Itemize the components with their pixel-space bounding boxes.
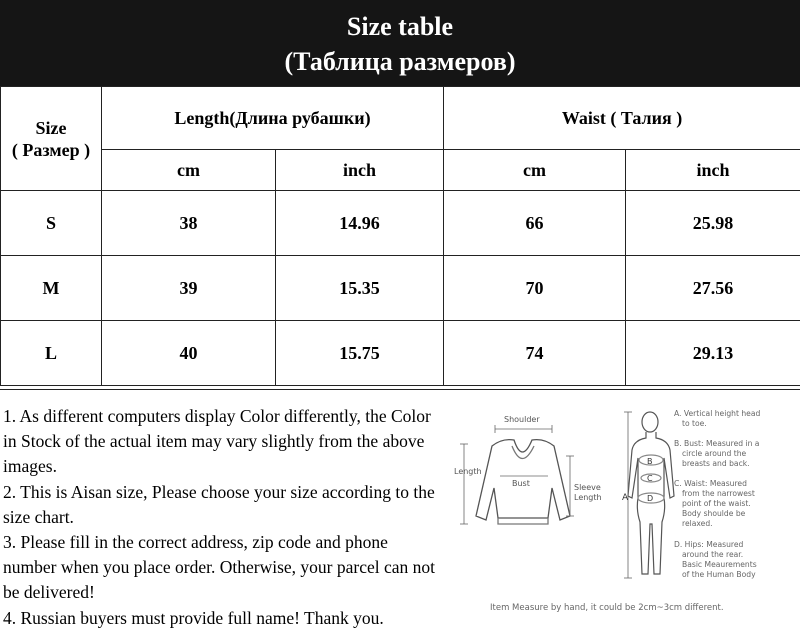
table-header-row (1, 87, 800, 150)
length-cm-header: cm (102, 150, 276, 191)
legend-c-line5: relaxed. (682, 519, 713, 528)
length-cm-cell: 38 (102, 191, 276, 256)
size-table-header (0, 0, 800, 86)
bust-label: Bust (512, 479, 530, 488)
legend-c-line4: Body shoulde be (682, 509, 746, 518)
notes-list (3, 404, 443, 631)
body-figure-icon (628, 412, 674, 574)
length-inch-cell: 15.75 (276, 321, 444, 386)
waist-inch-cell: 25.98 (626, 191, 800, 256)
note-item: 3. Please fill in the correct address, zip code and phone number when you place order. Otherwise, your parcel can not be delivered! (3, 532, 435, 603)
waist-cm-cell: 66 (444, 191, 626, 256)
waist-cm-header: cm (444, 150, 626, 191)
size-column-header (1, 87, 102, 191)
legend-b-line1: B. Bust: Measured in a (674, 439, 760, 448)
legend-a-line2: to toe. (682, 419, 707, 428)
waist-inch-header: inch (626, 150, 800, 191)
legend-c-line3: point of the waist. (682, 499, 751, 508)
marker-c-label: C (647, 474, 653, 483)
info-section (0, 389, 800, 642)
shoulder-label: Shoulder (504, 415, 540, 424)
sleeve-label: Sleeve (574, 483, 601, 492)
note-item: 1. As different computers display Color differently, the Color in Stock of the actual item may vary slightly from the above images. (3, 406, 431, 477)
measure-caption: Item Measure by hand, it could be 2cm~3cm different. (490, 603, 724, 613)
measurement-guide (452, 406, 792, 636)
waist-cm-cell: 74 (444, 321, 626, 386)
length-inch-header: inch (276, 150, 444, 191)
legend-d-line2: around the rear. (682, 550, 744, 559)
length-inch-cell: 14.96 (276, 191, 444, 256)
header-subtitle: (Таблица размеров) (284, 47, 516, 76)
waist-column-header: Waist ( Талия ) (444, 87, 800, 150)
table-unit-row (1, 150, 800, 191)
size-cell: S (1, 191, 102, 256)
size-cell: M (1, 256, 102, 321)
legend-d-line4: of the Human Body (682, 570, 756, 579)
waist-inch-cell: 27.56 (626, 256, 800, 321)
length-label: Length (454, 467, 482, 476)
marker-d-label: D (647, 494, 654, 503)
size-header-line2: ( Размер ) (11, 139, 91, 160)
waist-cm-cell: 70 (444, 256, 626, 321)
size-table (0, 86, 800, 386)
legend-c-line2: from the narrowest (682, 489, 755, 498)
waist-inch-cell: 29.13 (626, 321, 800, 386)
marker-a-label: A (622, 493, 629, 503)
size-header-line1: Size (35, 117, 67, 138)
legend-a-line1: A. Vertical height head (674, 409, 761, 418)
measurement-diagram (452, 406, 792, 636)
note-item: 4. Russian buyers must provide full name! Thank you. (3, 607, 384, 628)
length-inch-cell: 15.35 (276, 256, 444, 321)
table-row (1, 256, 800, 321)
table-row (1, 321, 800, 386)
table-row (1, 191, 800, 256)
legend-c-line1: C. Waist: Measured (674, 479, 747, 488)
length-cm-cell: 40 (102, 321, 276, 386)
legend-d-line1: D. Hips: Measured (674, 540, 744, 549)
marker-b-label: B (647, 457, 653, 466)
legend-d-line3: Basic Meaurements (682, 560, 757, 569)
size-cell: L (1, 321, 102, 386)
header-title: Size table (346, 12, 454, 41)
legend-b-line3: breasts and back. (682, 459, 750, 468)
length-column-header: Length(Длина рубашки) (102, 87, 444, 150)
legend-b-line2: circle around the (682, 449, 747, 458)
sleeve-length-label: Length (574, 493, 602, 502)
length-cm-cell: 39 (102, 256, 276, 321)
note-item: 2. This is Aisan size, Please choose your size according to the size chart. (3, 481, 435, 527)
